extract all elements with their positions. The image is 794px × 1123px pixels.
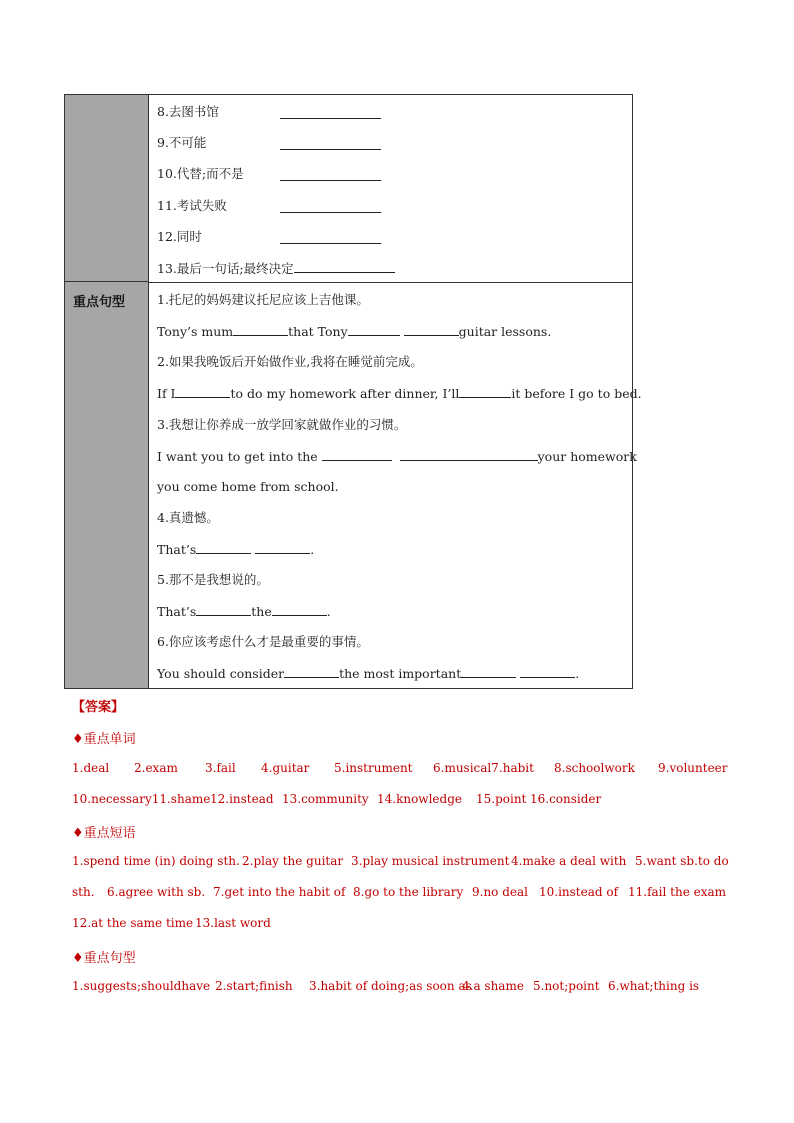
answer-blank[interactable] <box>284 665 339 678</box>
text: That’s <box>157 604 197 619</box>
answer-item: 6.what;thing is <box>608 979 700 993</box>
sentence-english <box>157 385 642 402</box>
answer-item: 8.schoolwork <box>554 761 635 775</box>
text: I want you to get into the <box>157 449 318 464</box>
sentence-chinese: 3.我想让你养成一放学回家就做作业的习惯。 <box>157 417 407 432</box>
sentence-chinese: 5.那不是我想说的。 <box>157 572 269 587</box>
text: You should consider <box>157 666 285 681</box>
phrase-item <box>157 198 227 214</box>
text: your homework <box>537 449 637 464</box>
answer-blank[interactable] <box>400 448 538 461</box>
answers-heading: 【答案】 <box>72 700 125 715</box>
phrase-label: 9.不可能 <box>157 135 207 150</box>
answer-item: 3.habit of doing;as soon as <box>309 979 472 993</box>
answer-blank[interactable] <box>280 106 381 119</box>
sentence-english <box>157 541 314 558</box>
text: that Tony <box>288 324 348 339</box>
answer-item: 8.go to the library <box>353 885 464 899</box>
answer-blank[interactable] <box>196 603 251 616</box>
answer-item: 1.suggests;shouldhave <box>72 979 211 993</box>
answer-item: 3.play musical instrument <box>351 854 510 868</box>
text: to do my homework after dinner, I’ll <box>230 386 460 401</box>
text: guitar lessons. <box>458 324 552 339</box>
sentence-english: you come home from school. <box>157 479 339 494</box>
answer-item: 4.make a deal with <box>511 854 627 868</box>
answer-item: 5.instrument <box>334 761 413 775</box>
answer-item: 6.musical7.habit <box>433 761 534 775</box>
answer-blank[interactable] <box>196 541 251 554</box>
answer-item: 12.at the same time <box>72 916 194 930</box>
answer-blank[interactable] <box>461 665 516 678</box>
answer-item: 6.agree with sb. <box>107 885 206 899</box>
sentence-chinese: 6.你应该考虑什么才是最重要的事情。 <box>157 634 369 649</box>
answer-blank[interactable] <box>348 323 400 336</box>
answer-blank[interactable] <box>294 260 395 273</box>
text: the <box>251 604 272 619</box>
phrase-label: 8.去图书馆 <box>157 104 219 119</box>
text: . <box>575 666 580 681</box>
answers-words-row <box>72 760 732 776</box>
answer-blank[interactable] <box>280 231 381 244</box>
answer-item: 15.point <box>476 792 527 806</box>
answer-item: 16.consider <box>530 792 602 806</box>
table-divider-horizontal <box>148 282 632 283</box>
answer-item: 10.instead of <box>539 885 619 899</box>
sentence-chinese: 1.托尼的妈妈建议托尼应该上吉他课。 <box>157 292 369 307</box>
phrase-item <box>157 135 206 151</box>
table-side-cell <box>65 282 148 688</box>
answer-item: 13.last word <box>195 916 271 930</box>
answers-phrases-row <box>72 853 732 869</box>
answers-phrases-row <box>72 884 732 900</box>
sentence-english <box>157 448 637 465</box>
sentence-english <box>157 323 551 340</box>
answer-item: 2.play the guitar <box>242 854 344 868</box>
answers-words-row <box>72 791 732 807</box>
answer-item: 11.fail the exam <box>628 885 727 899</box>
answer-item: 10.necessary11.shame <box>72 792 211 806</box>
answer-item: 5.want sb.to do <box>635 854 729 868</box>
answer-item: 5.not;point <box>533 979 600 993</box>
phrase-item <box>157 260 395 277</box>
answer-item: 13.community <box>282 792 369 806</box>
answer-item: 9.volunteer <box>658 761 728 775</box>
sentence-chinese: 4.真遗憾。 <box>157 510 219 525</box>
answer-item: 1.deal <box>72 761 110 775</box>
answer-item: 4.guitar <box>261 761 310 775</box>
section-sentences-heading: ♦重点句型 <box>72 951 136 966</box>
text: That’s <box>157 542 197 557</box>
phrase-label: 12.同时 <box>157 229 202 244</box>
table-divider-vertical <box>148 95 149 688</box>
sentence-english <box>157 665 579 682</box>
answer-item: 3.fail <box>205 761 236 775</box>
answer-item: 7.get into the habit of <box>213 885 346 899</box>
answer-item: 1.spend time (in) doing sth. <box>72 854 240 868</box>
answer-item: 9.no deal <box>472 885 528 899</box>
phrase-label: 13.最后一句话;最终决定 <box>157 261 294 276</box>
answer-blank[interactable] <box>175 385 230 398</box>
answer-item: 2.start;finish <box>215 979 293 993</box>
text: the most important <box>339 666 462 681</box>
section-words-heading: ♦重点单词 <box>72 732 136 747</box>
answer-blank[interactable] <box>520 665 575 678</box>
answers-sentences-row <box>72 978 732 994</box>
text: . <box>326 604 331 619</box>
exercise-table <box>64 94 642 689</box>
answer-item: 4.a shame <box>462 979 524 993</box>
answer-blank[interactable] <box>272 603 327 616</box>
answer-blank[interactable] <box>280 168 381 181</box>
answer-item: 14.knowledge <box>377 792 462 806</box>
sentence-chinese: 2.如果我晚饭后开始做作业,我将在睡觉前完成。 <box>157 354 423 369</box>
answer-blank[interactable] <box>255 541 310 554</box>
text: Tony’s mum <box>157 324 234 339</box>
phrase-label: 11.考试失败 <box>157 198 227 213</box>
answer-item: sth. <box>72 885 95 899</box>
answer-blank[interactable] <box>404 323 459 336</box>
table-side-cell-blank <box>65 95 148 282</box>
section-phrases-heading: ♦重点短语 <box>72 826 136 841</box>
text: it before I go to bed. <box>511 386 642 401</box>
answer-item: 2.exam <box>134 761 178 775</box>
phrase-item <box>157 229 202 245</box>
answer-blank[interactable] <box>322 448 392 461</box>
phrase-label: 10.代替;而不是 <box>157 166 244 181</box>
side-label: 重点句型 <box>73 295 126 310</box>
sentence-english <box>157 603 331 620</box>
answer-blank[interactable] <box>459 385 511 398</box>
answers-phrases-row <box>72 915 732 931</box>
answer-blank[interactable] <box>280 137 381 150</box>
answer-item: 12.instead <box>210 792 274 806</box>
text: If I <box>157 386 176 401</box>
phrase-item <box>157 166 244 182</box>
answer-blank[interactable] <box>233 323 288 336</box>
answer-blank[interactable] <box>280 200 381 213</box>
phrase-item <box>157 104 219 120</box>
text: . <box>310 542 315 557</box>
